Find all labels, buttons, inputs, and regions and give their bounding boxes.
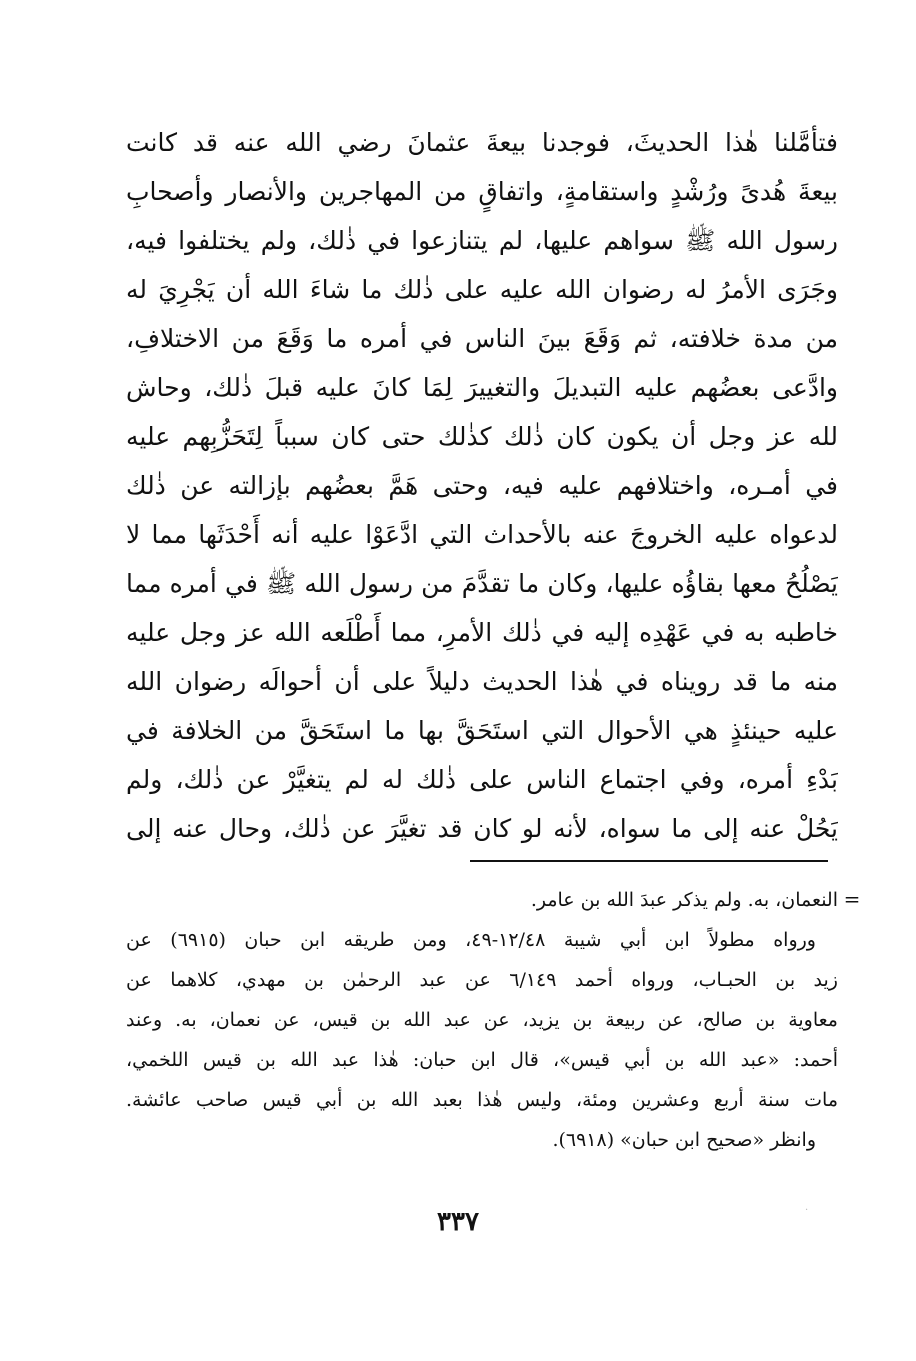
main-text-line: يَصْلُحُ معها بقاؤُه عليها، وكان ما تقدَّمَ من رسول الله ﷺ في أمره مما [126,569,838,598]
footnote-continuation-mark: = [843,887,861,911]
footnote-line: ورواه مطولاً ابن أبي شيبة ١٢/٤٨-٤٩، ومن طريقه ابن حبان (٦٩١٥) عن [126,929,816,951]
page-number: ٣٣٧ [437,1207,479,1237]
footnote-separator [470,860,828,862]
main-text-line: منه ما قد رويناه في هٰذا الحديث دليلاً على أن أحوالَه رضوان الله [126,667,838,696]
main-text-line: بَدْءِ أمره، وفي اجتماع الناس على ذٰلك له لم يتغيَّرْ عن ذٰلك، ولم [126,765,838,794]
main-text-block [126,118,838,853]
footnote-line: وانظر «صحيح ابن حبان» (٦٩١٨). [552,1129,816,1151]
scan-speck-icon: · [805,1205,809,1216]
main-text-line: يَحُلْ عنه إلى ما سواه، لأنه لو كان قد تغيَّرَ عن ذٰلك، وحال عنه إلى [126,814,838,843]
main-text-line: بيعةَ هُدىً ورُشْدٍ واستقامةٍ، واتفاقٍ من المهاجرين والأنصار وأصحابِ [126,177,838,206]
footnote-line: أحمد: «عبد الله بن أبي قيس»، قال ابن حبان: هٰذا عبد الله بن قيس اللخمي، [126,1049,838,1071]
footnote-line: النعمان، به. ولم يذكر عبدَ الله بن عامر. [530,889,838,911]
main-text-line: لدعواه عليه الخروجَ عنه بالأحداث التي ادَّعَوْا عليه أنه أَحْدَثَها مما لا [126,520,838,549]
main-text-line: في أمـره، واختلافهم عليه فيه، وحتى هَمَّ بعضُهم بإزالته عن ذٰلك [126,471,838,500]
footnote-line: زيد بن الحبـاب، ورواه أحمد ٦/١٤٩ عن عبد الرحمٰن بن مهدي، كلاهما عن [126,969,838,991]
main-text-line: وادَّعى بعضُهم عليه التبديلَ والتغييرَ لِمَا كانَ عليه قبلَ ذٰلك، وحاش [126,373,838,402]
main-text-line: لله عز وجل أن يكون كان ذٰلك كذٰلك حتى كان سبباً لِتَحَزُّبِهم عليه [126,422,838,451]
main-text-line: خاطبه به في عَهْدِه إليه في ذٰلك الأمرِ، مما أَطْلَعه الله عز وجل عليه [126,618,838,647]
main-text-line: عليه حينئذٍ هي الأحوال التي استَحَقَّ بها ما استَحَقَّ من الخلافة في [126,716,838,745]
main-text-line: وجَرَى الأمرُ له رضوان الله عليه على ذٰلك ما شاءَ الله أن يَجْرِيَ له [126,275,838,304]
footnote-line: مات سنة أربع وعشرين ومئة، وليس هٰذا بعبد الله بن أبي قيس صاحب عائشة. [126,1089,838,1111]
main-text-line: رسول الله ﷺ سواهم عليها، لم يتنازعوا في ذٰلك، ولم يختلفوا فيه، [126,226,838,255]
main-text-line: من مدة خلافته، ثم وَقَعَ بينَ الناس في أمره ما وَقَعَ من الاختلافِ، [126,324,838,353]
footnote-line: معاوية بن صالح، عن ربيعة بن يزيد، عن عبد الله بن قيس، عن نعمان، به. وعند [126,1009,838,1031]
footnotes-block [126,880,838,1160]
main-text-line: فتأمَّلنا هٰذا الحديثَ، فوجدنا بيعةَ عثمانَ رضي الله عنه قد كانت [126,128,838,157]
